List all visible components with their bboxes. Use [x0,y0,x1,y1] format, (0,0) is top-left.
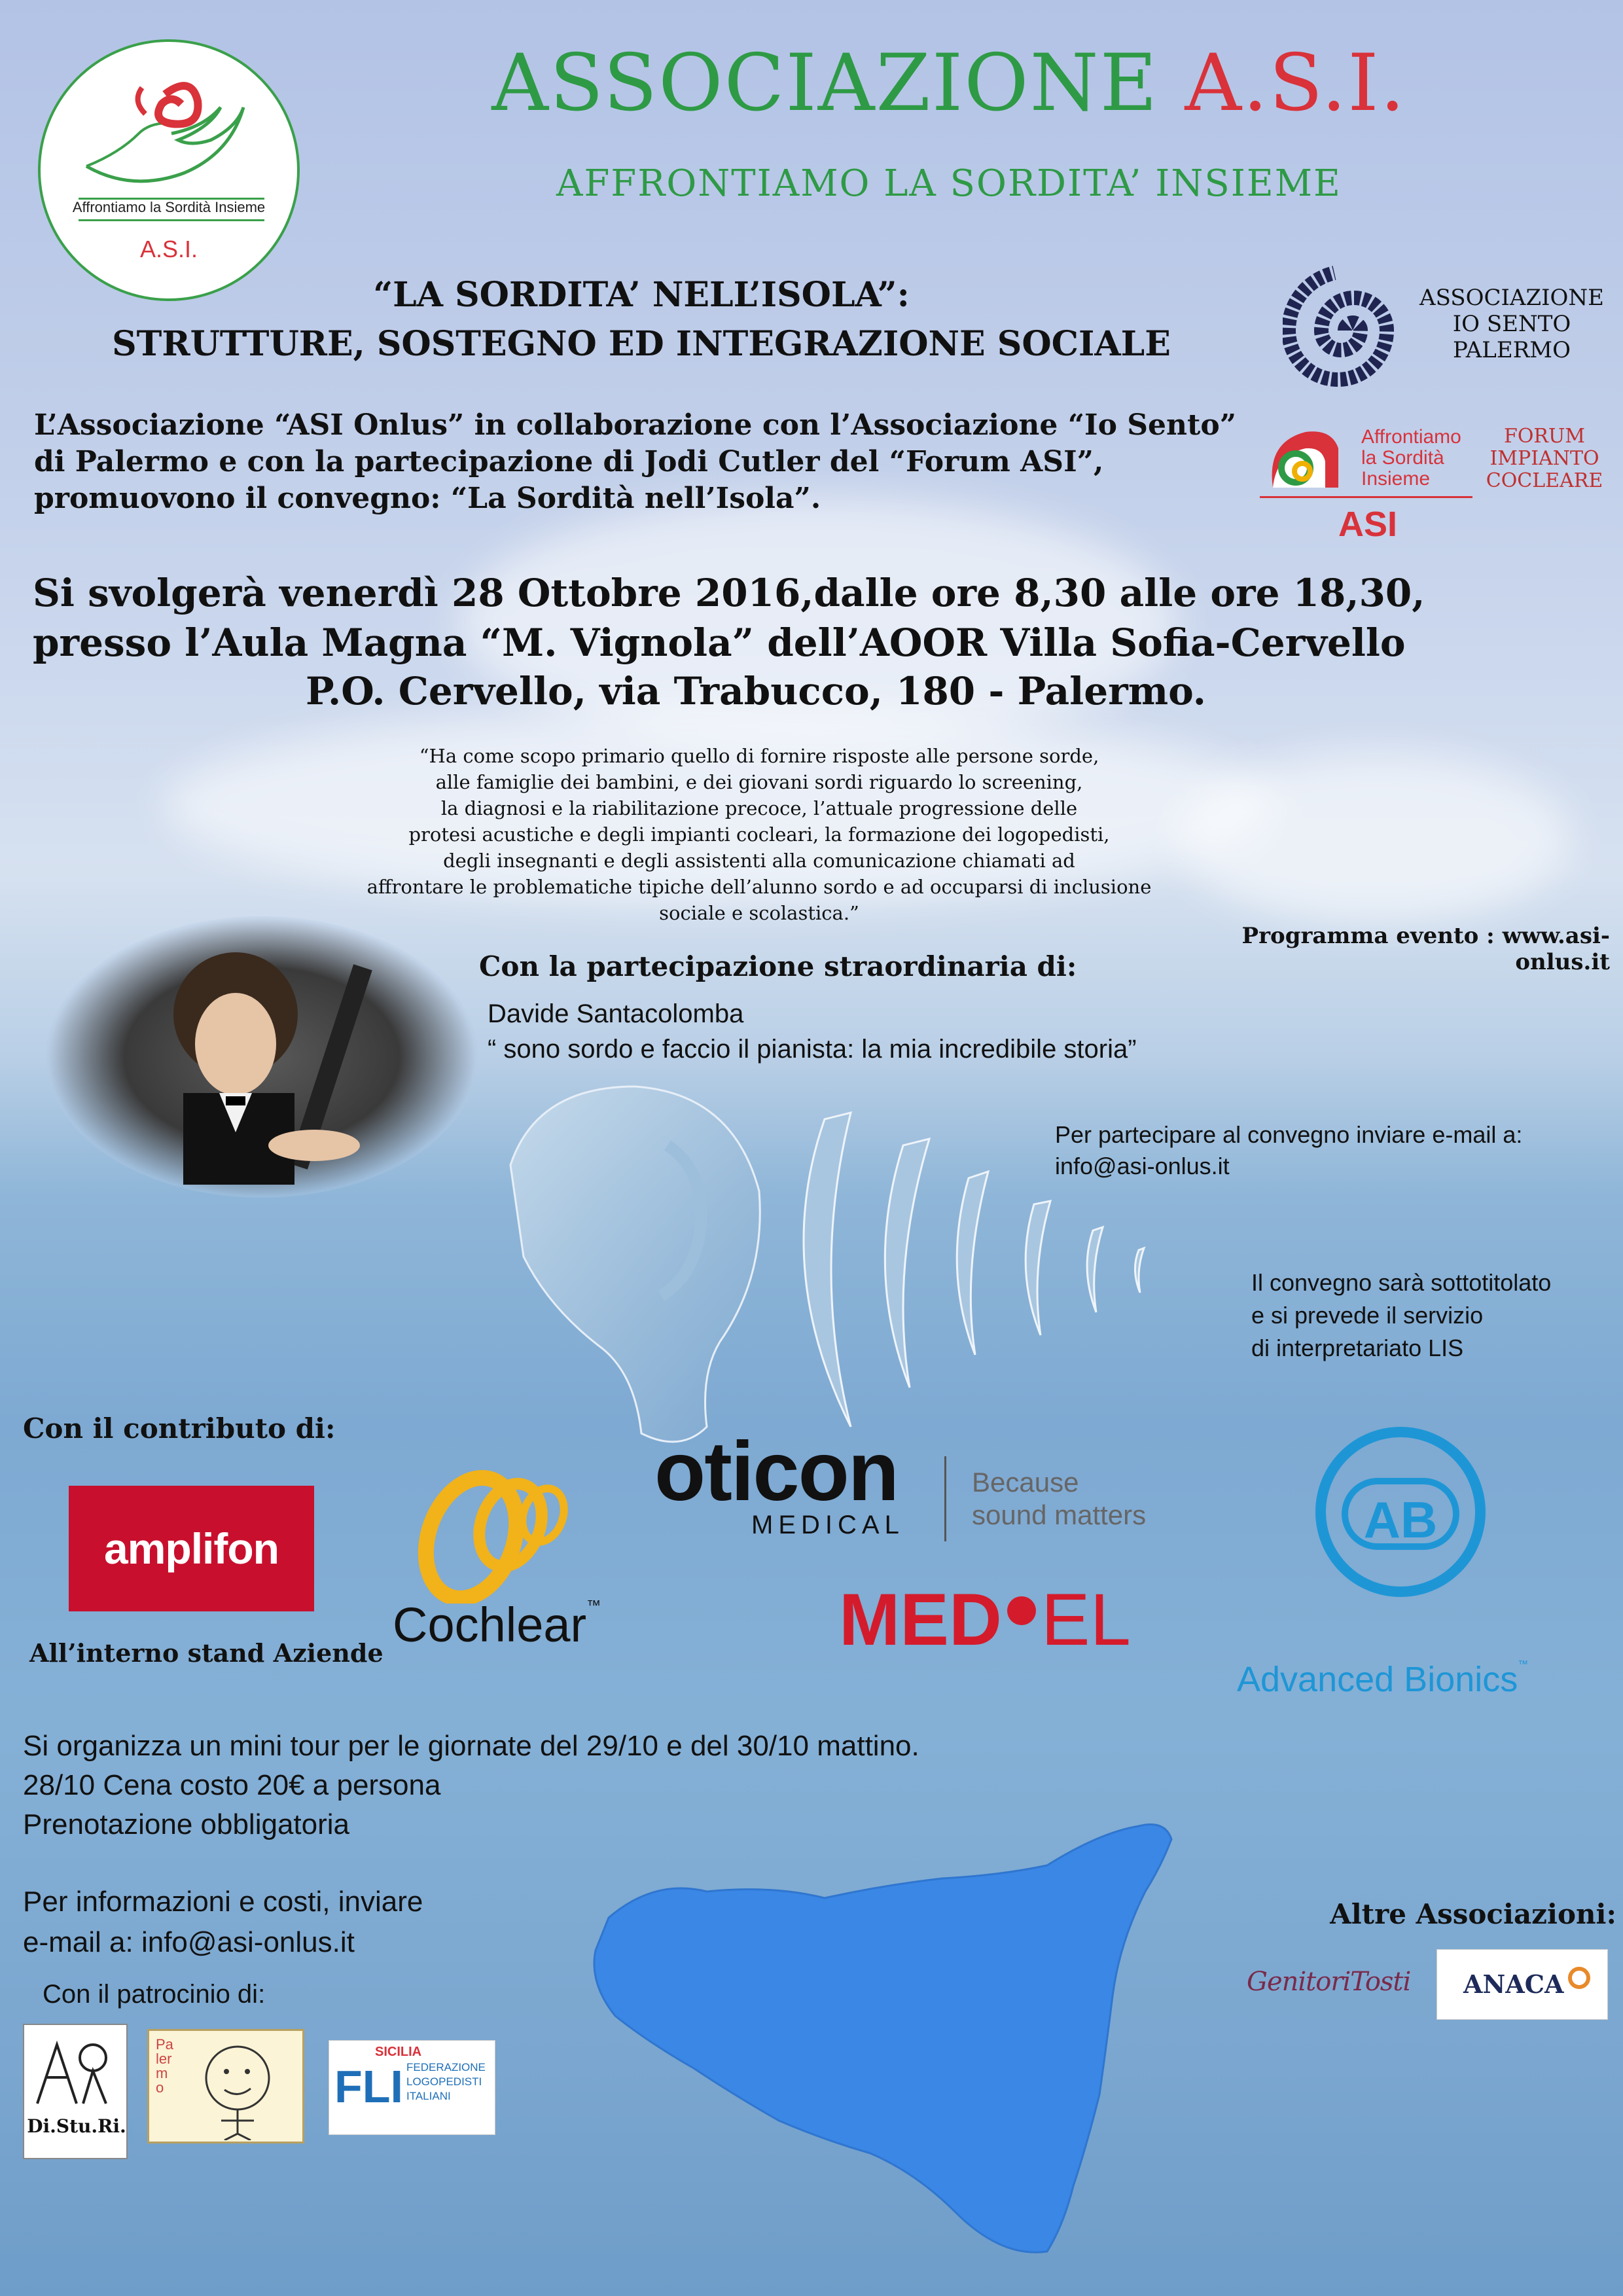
oticon-tag-line: Because [972,1467,1079,1498]
medel-logo [839,1577,1131,1662]
fli-region: SICILIA [375,2045,422,2059]
fli-acronym: FLI [334,2061,403,2112]
quote-line: degli insegnanti e degli assistenti alla comunicazione chiamati ad [443,850,1075,872]
quote-line: protesi acustiche e degli impianti cocleari, la formazione dei logopedisti, [408,823,1110,846]
tour-line: 28/10 Cena costo 20€ a persona [23,1769,441,1801]
cochlear-tm: ™ [586,1597,601,1613]
medel-text-a: MED [839,1579,1002,1660]
fli-name [406,2060,486,2104]
quote-line: la diagnosi e la riabilitazione precoce, l’attuale progressione delle [440,797,1078,819]
distri-logo [23,2024,128,2159]
io-sento-line: PALERMO [1453,337,1571,363]
genitori-tosti-text: GenitoriTosti [1247,1967,1411,1997]
forum-asi-logo [1260,412,1476,556]
contact-email[interactable]: info@asi-onlus.it [1055,1153,1230,1179]
cost-info [23,1882,612,1963]
program-link[interactable]: Programma evento : www.asi-onlus.it [1241,923,1610,975]
intro-line: L’Associazione “ASI Onlus” in collaborazione con l’Associazione “Io Sento” [34,408,1237,442]
contact-line: Per partecipare al convegno inviare e-mail a: [1055,1121,1523,1148]
intro-line: di Palermo e con la partecipazione di Jodi Cutler del “Forum ASI”, [34,445,1104,478]
forum-asi-rule [1260,496,1472,498]
quote-line: alle famiglie dei bambini, e dei giovani sordi riguardo lo screening, [435,771,1083,793]
amplifon-logo: amplifon [69,1486,314,1611]
lis-line: di interpretariato LIS [1251,1335,1464,1361]
oticon-tag-line: sound matters [972,1499,1147,1530]
event-title-line1: “LA SORDITA’ NELL’ISOLA”: [373,275,910,315]
page-title [340,38,1558,129]
tour-line: Si organizza un mini tour per le giornate del 29/10 e del 30/10 mattino. [23,1730,919,1762]
fli-line: LOGOPEDISTI [406,2075,482,2088]
sponsors-heading: Con il contributo di: [23,1412,336,1444]
fli-line: ITALIANI [406,2090,451,2102]
forum-label-line: FORUM [1504,425,1585,448]
oticon-sub: MEDICAL [751,1511,904,1539]
io-sento-line: ASSOCIAZIONE [1419,285,1604,311]
fli-logo [329,2040,495,2135]
fli-line: FEDERAZIONE [406,2061,486,2073]
guest-photo [46,916,478,1198]
guest-name: Davide Santacolomba [488,999,744,1028]
contact-info [1055,1119,1618,1182]
forum-asi-line: Affrontiamo [1361,426,1461,448]
smiley-drawing-icon [182,2039,300,2140]
logo-tagline: Affrontiamo la Sordità Insieme [72,199,266,215]
guest-quote: “ sono sordo e faccio il pianista: la mia incredibile storia” [488,1035,1137,1064]
cochlear-text: Cochlear [393,1598,587,1652]
cochlear-mark-icon [412,1453,596,1604]
forum-asi-text [1361,427,1461,490]
asi-logo [38,39,300,301]
pianist-photo-icon [98,936,438,1185]
anaca-logo [1436,1949,1608,2020]
logo-acronym: A.S.I. [139,236,198,262]
title-main: ASSOCIAZIONE [491,38,1185,129]
medel-text-b: EL [1041,1579,1131,1660]
oticon-tagline [972,1466,1146,1532]
cost-line: Per informazioni e costi, inviare [23,1886,423,1918]
forum-asi-mark-icon [1260,422,1345,494]
palermo-logo [147,2029,304,2144]
anaca-mark-icon [1568,1967,1590,1989]
oticon-logo: oticon [654,1425,898,1518]
cochlear-logo [393,1597,654,1653]
forum-asi-line: la Sordità [1361,447,1444,469]
io-sento-label [1407,285,1616,363]
lis-info [1251,1266,1618,1365]
tour-line: Prenotazione obbligatoria [23,1808,350,1840]
quote-line: “Ha come scopo primario quello di fornire risposte alle persone sorde, [419,745,1099,767]
io-sento-line: IO SENTO [1452,311,1571,337]
ab-name [1237,1659,1528,1700]
event-venue: P.O. Cervello, via Trabucco, 180 - Palermo. [306,669,1206,713]
guest-info [488,996,1338,1067]
event-when [33,568,1538,668]
intro-text [34,407,1251,517]
ab-logo [1315,1427,1486,1597]
anaca-text: ANACA [1463,1969,1564,1999]
forum-label-line: IMPIANTO [1489,447,1599,470]
title-accent: A.S.I. [1185,38,1406,129]
event-title-line2: STRUTTURE, SOSTEGNO ED INTEGRAZIONE SOCIALE [112,324,1171,364]
forum-asi-acronym: ASI [1338,505,1398,544]
patronage-heading: Con il patrocinio di: [43,1980,266,2009]
genitori-tosti-logo [1247,1950,1411,2016]
hand-icon [80,68,263,199]
forum-label-line: COCLEARE [1486,469,1603,492]
lis-line: Il convegno sarà sottotitolato [1251,1269,1552,1296]
intro-line: promuovono il convegno: “La Sordità nell’Isola”. [34,482,821,515]
lis-line: e si prevede il servizio [1251,1302,1484,1329]
event-quote [262,743,1257,926]
cost-email[interactable]: e-mail a: info@asi-onlus.it [23,1926,355,1958]
when-line: presso l’Aula Magna “M. Vignola” dell’AOOR Villa Sofia-Cervello [33,620,1406,665]
distri-drawing-icon [31,2032,122,2110]
sicily-map-icon [576,1820,1243,2278]
page-subtitle: AFFRONTIAMO LA SORDITA’ INSIEME [556,162,1342,205]
ab-tm: ™ [1518,1659,1529,1670]
io-sento-logo-icon [1283,259,1420,403]
distri-text: Di.Stu.Ri. [27,2115,126,2137]
when-line: Si svolgerà venerdì 28 Ottobre 2016,dalle ore 8,30 alle ore 18,30, [33,571,1425,615]
quote-line: affrontare le problematiche tipiche dell’alunno sordo e ad occuparsi di inclusione [366,876,1152,898]
quote-line: sociale e scolastica.” [659,902,859,924]
others-heading: Altre Associazioni: [1330,1898,1616,1930]
ab-name-text: Advanced Bionics [1237,1660,1518,1699]
forum-label [1476,425,1613,492]
guest-heading: Con la partecipazione straordinaria di: [479,950,1077,982]
stand-note: All’interno stand Aziende [29,1638,383,1668]
ab-mark: AB [1342,1478,1459,1550]
palermo-text: Palermo [156,2036,173,2096]
oticon-divider [944,1456,946,1541]
forum-asi-line: Insieme [1361,468,1431,490]
